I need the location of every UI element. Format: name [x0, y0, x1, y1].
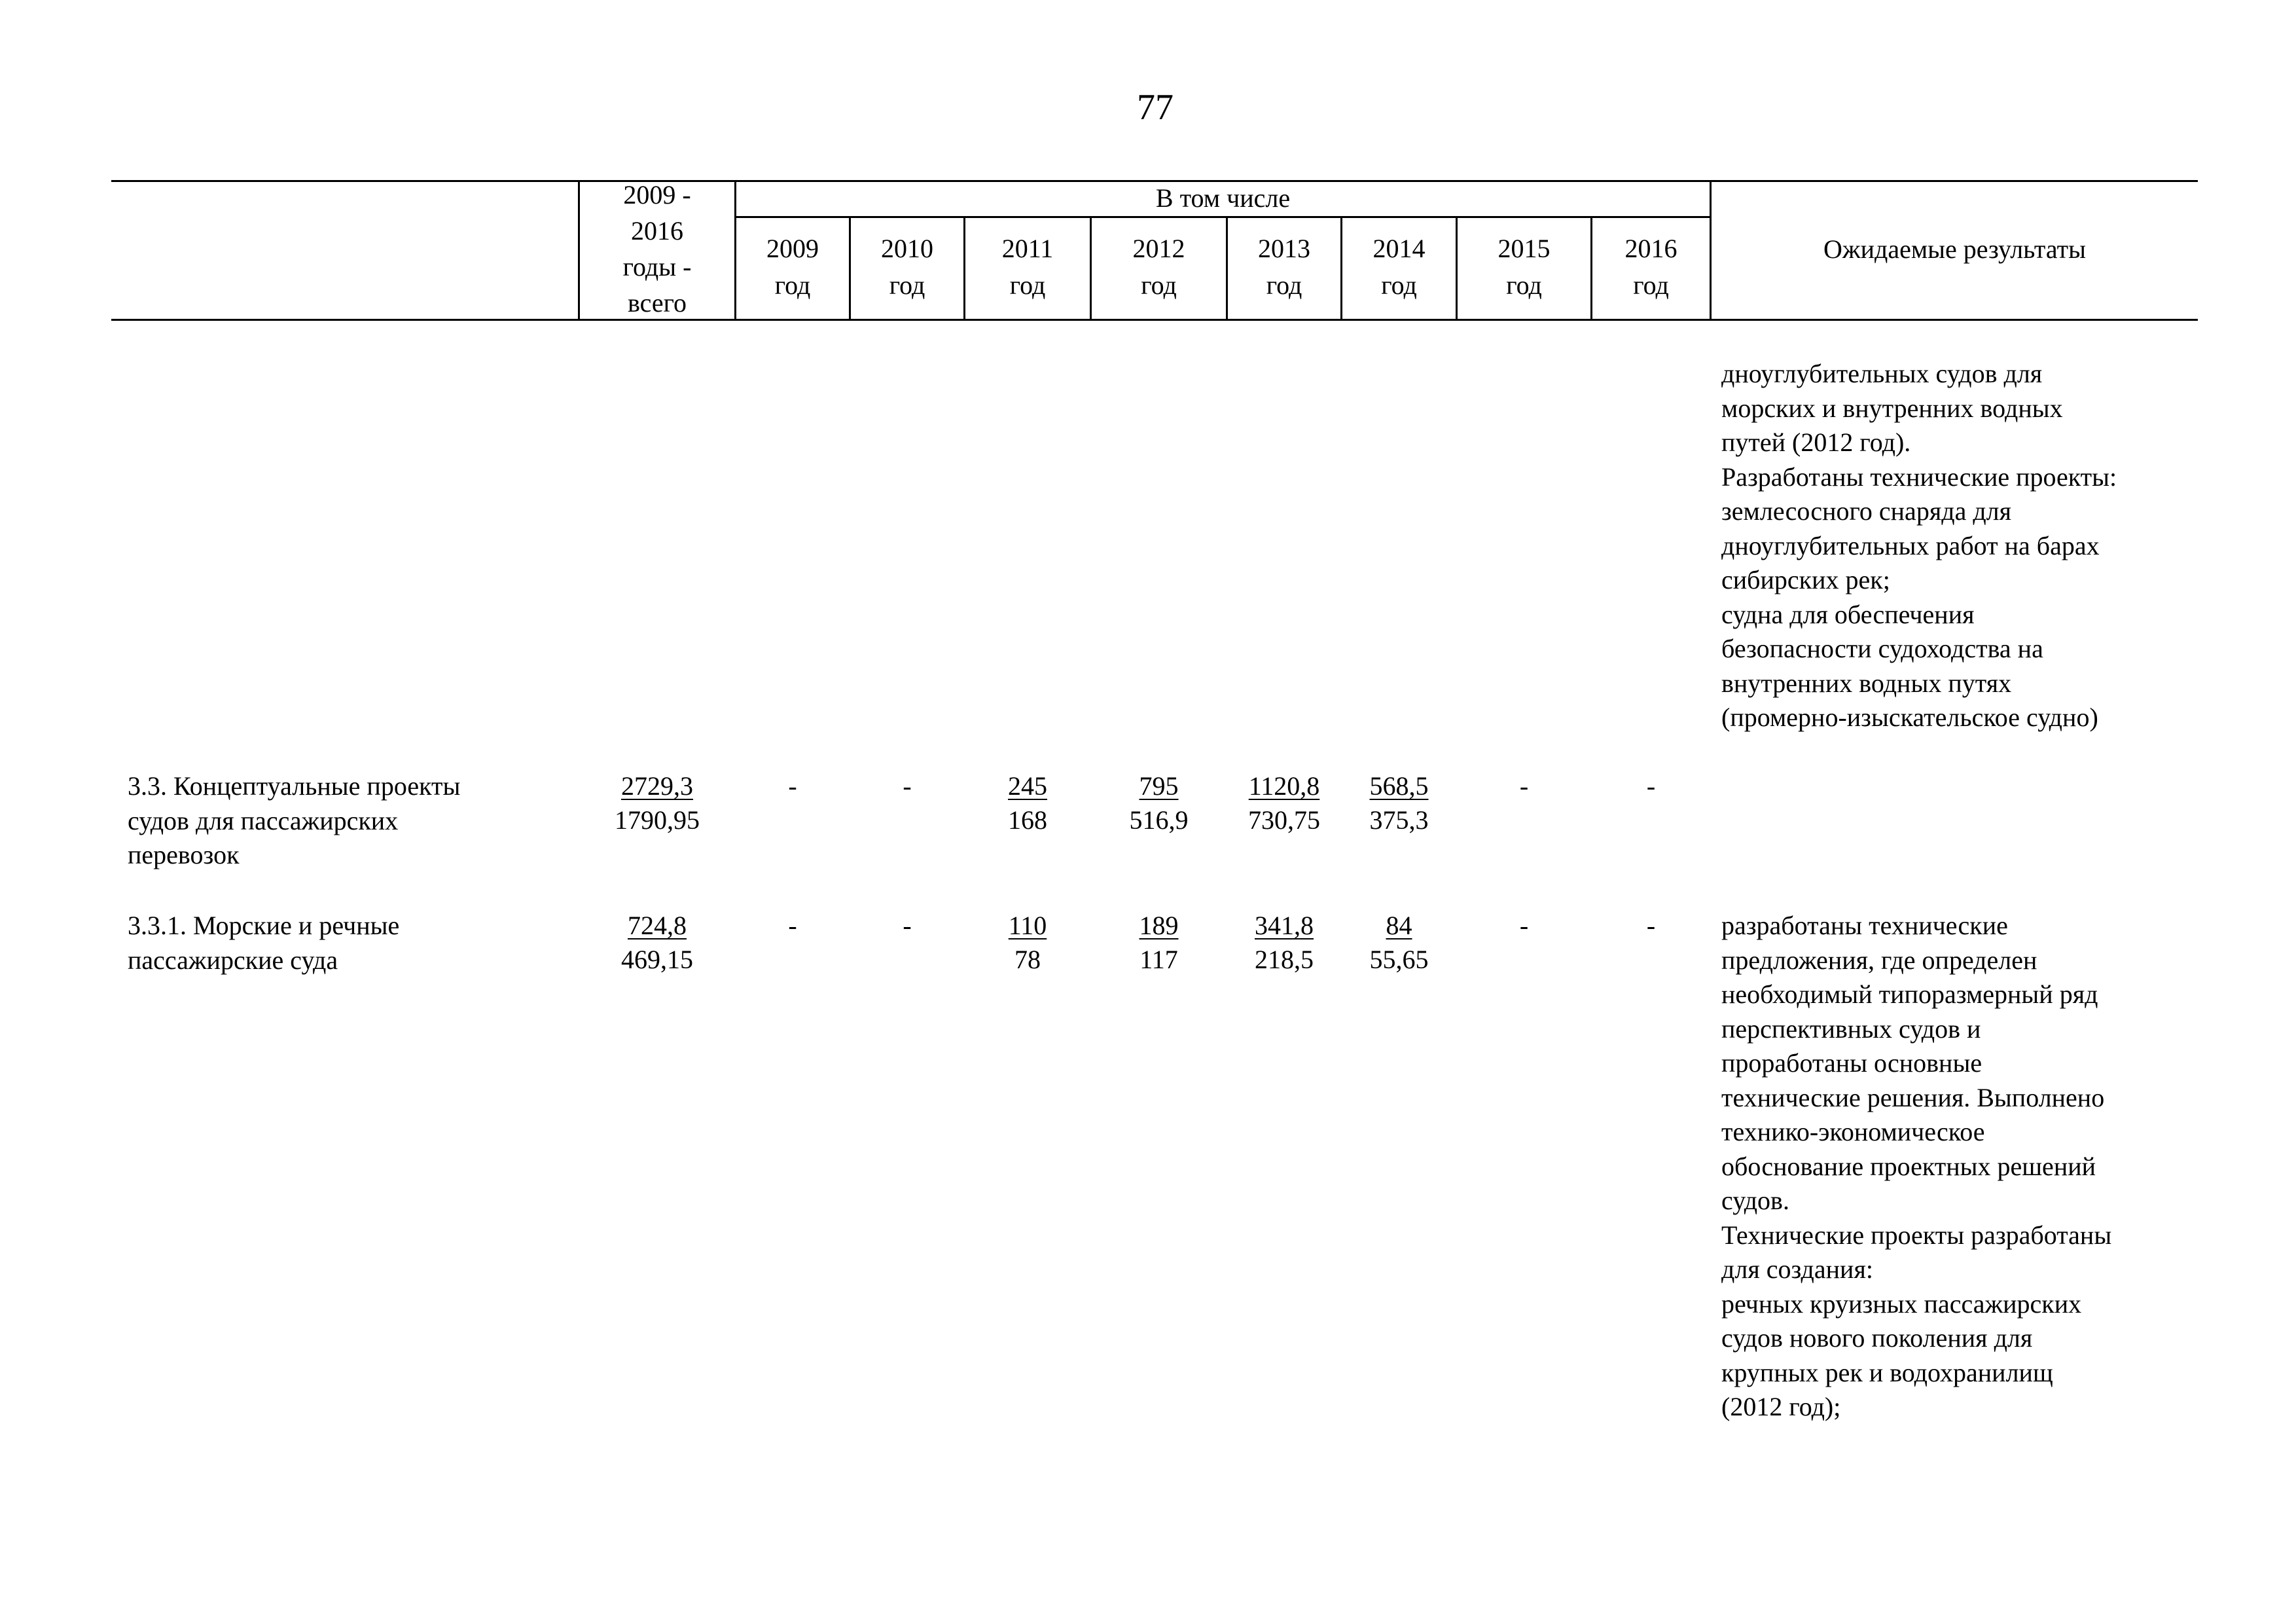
continued-result-text: дноуглубительных судов для морских и внутренних водных путей (2012 год). Разработаны технические проекты: землесосного снаряда для дноуглубительных работ на барах сибирских рек; судна для обеспечения безопасности судоходства на внутренних водных путях (промерно-изыскательское судно) [1721, 359, 2117, 732]
header-year-2014 [1342, 230, 1456, 304]
year-label: 2013 [1258, 234, 1310, 263]
row-total [580, 909, 734, 977]
page-number: 77 [1137, 87, 1174, 128]
cell-2013 [1228, 909, 1340, 977]
cell-2010 [851, 769, 963, 803]
header-year-2010 [851, 230, 963, 304]
year-label: 2009 [766, 234, 819, 263]
dash: - [1519, 911, 1529, 940]
total-actual: 1790,95 [615, 805, 700, 835]
row-name: 3.3.1. Морские и речные пассажирские суда [128, 911, 400, 975]
cell-2015 [1458, 909, 1590, 943]
cell-2009 [736, 769, 849, 803]
year-unit: год [889, 270, 925, 300]
value-planned: 84 [1386, 911, 1412, 940]
value-planned: 189 [1139, 911, 1179, 940]
cell-2012 [1092, 769, 1226, 837]
total-actual: 469,15 [621, 945, 693, 974]
header-year-2012 [1092, 230, 1226, 304]
value-actual: 516,9 [1129, 805, 1189, 835]
header-group: В том числе [1155, 183, 1291, 213]
total-planned: 2729,3 [621, 771, 693, 801]
value-planned: 568,5 [1369, 771, 1429, 801]
value-planned: 1120,8 [1248, 771, 1320, 801]
cell-2011 [965, 769, 1090, 837]
year-unit: год [774, 270, 811, 300]
header-year-2016 [1592, 230, 1710, 304]
value-actual: 78 [1014, 945, 1041, 974]
header-results: Ожидаемые результаты [1823, 234, 2086, 264]
year-label: 2010 [881, 234, 933, 263]
year-label: 2012 [1132, 234, 1185, 263]
dash: - [1519, 771, 1529, 801]
cell-2010 [851, 909, 963, 943]
header-year-2015 [1458, 230, 1590, 304]
value-actual: 730,75 [1248, 805, 1320, 835]
cell-2009 [736, 909, 849, 943]
cell-2015 [1458, 769, 1590, 803]
year-unit: год [1009, 270, 1046, 300]
value-actual: 218,5 [1255, 945, 1314, 974]
cell-2014 [1342, 909, 1456, 977]
dash: - [903, 911, 912, 940]
dash: - [788, 911, 797, 940]
cell-2011 [965, 909, 1090, 977]
value-actual: 55,65 [1369, 945, 1429, 974]
cell-2016 [1592, 769, 1710, 803]
value-planned: 341,8 [1255, 911, 1314, 940]
value-planned: 795 [1139, 771, 1179, 801]
header-year-2009 [736, 230, 849, 304]
cell-2016 [1592, 909, 1710, 943]
dash: - [1646, 771, 1656, 801]
total-planned: 724,8 [628, 911, 687, 940]
header-bottom-rule [111, 319, 2198, 321]
header-year-2011 [965, 230, 1090, 304]
value-actual: 375,3 [1369, 805, 1429, 835]
year-label: 2016 [1624, 234, 1677, 263]
year-unit: год [1266, 270, 1302, 300]
row-name: 3.3. Концептуальные проекты судов для пассажирских перевозок [128, 771, 461, 869]
header-year-2013 [1228, 230, 1340, 304]
dash: - [1646, 911, 1656, 940]
value-planned: 245 [1008, 771, 1047, 801]
cell-2013 [1228, 769, 1340, 837]
cell-2014 [1342, 769, 1456, 837]
cell-2012 [1092, 909, 1226, 977]
value-actual: 168 [1008, 805, 1047, 835]
row-result-text: разработаны технические предложения, где определен необходимый типоразмерный ряд перспективных судов и проработаны основные технические решения. Выполнено технико-экономическое обоснование проектных решений судов. Технические проекты разработаны для создания: речных круизных пассажирских судов нового поколения для крупных рек и водохранилищ (2012 год); [1721, 911, 2112, 1421]
value-actual: 117 [1139, 945, 1178, 974]
header-total: 2009 - 2016 годы - всего [622, 180, 692, 318]
value-planned: 110 [1008, 911, 1047, 940]
header-group-rule [734, 216, 1712, 218]
year-unit: год [1141, 270, 1177, 300]
year-label: 2015 [1498, 234, 1551, 263]
year-unit: год [1633, 270, 1669, 300]
year-label: 2011 [1001, 234, 1054, 263]
year-unit: год [1506, 270, 1542, 300]
dash: - [903, 771, 912, 801]
row-total [580, 769, 734, 837]
year-unit: год [1381, 270, 1417, 300]
dash: - [788, 771, 797, 801]
year-label: 2014 [1372, 234, 1426, 263]
